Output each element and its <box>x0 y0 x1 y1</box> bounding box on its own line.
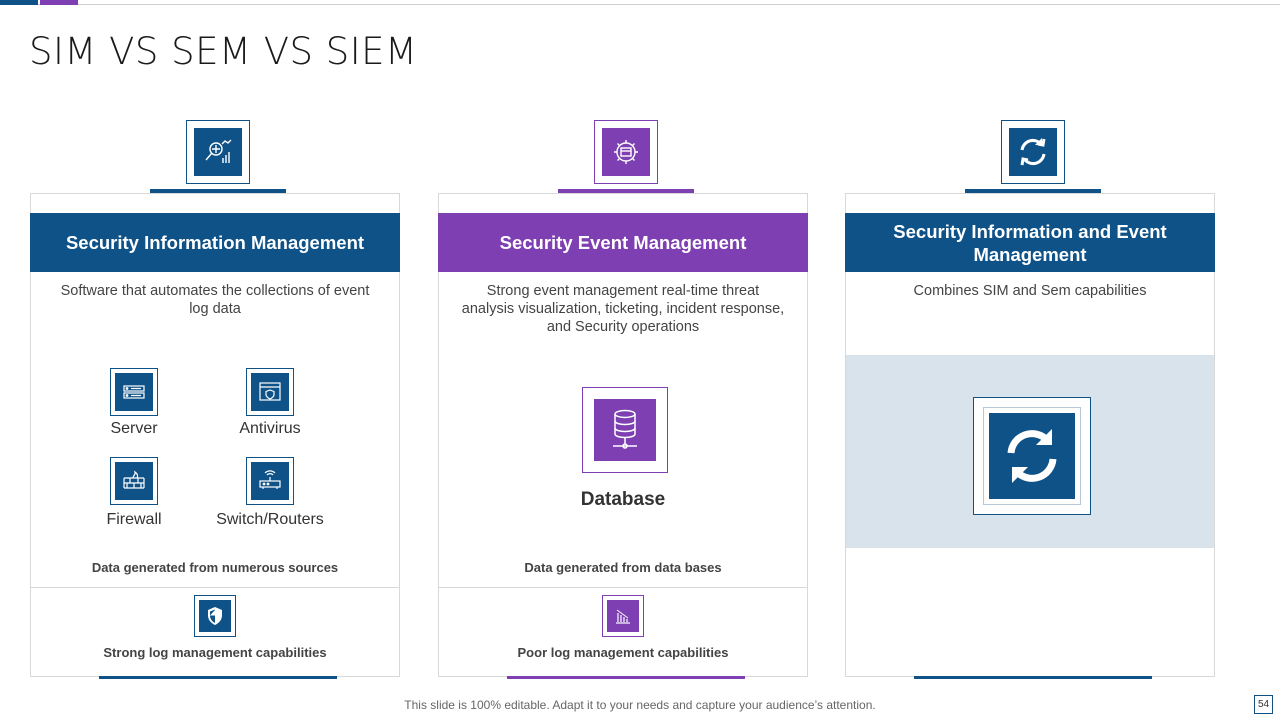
card-bottom-bar <box>507 676 745 679</box>
refresh-icon <box>973 397 1091 515</box>
data-source-note: Data generated from numerous sources <box>91 560 339 575</box>
slide-footer-note: This slide is 100% editable. Adapt it to your needs and capture your audience’s attention. <box>404 698 876 712</box>
siem-card <box>845 193 1215 677</box>
card-divider <box>31 587 399 588</box>
card-banner: Security Information Management <box>30 213 400 272</box>
antivirus-icon <box>246 368 294 416</box>
source-label: Antivirus <box>239 420 301 437</box>
log-capability-text: Poor log management capabilities <box>517 645 729 660</box>
source-label: Firewall <box>106 511 162 528</box>
card-banner: Security Information and Event Management <box>845 213 1215 272</box>
card-banner: Security Event Management <box>438 213 808 272</box>
shield-icon <box>194 595 236 637</box>
analytics-search-icon <box>186 120 250 184</box>
card-description: Combines SIM and Sem capabilities <box>913 283 1147 299</box>
card-divider <box>439 587 807 588</box>
card-bottom-bar <box>914 676 1152 679</box>
refresh-icon <box>1001 120 1065 184</box>
source-label: Server <box>110 420 158 437</box>
slide-title: SIM VS SEM VS SIEM <box>29 30 418 73</box>
card-bottom-bar <box>99 676 337 679</box>
log-capability-text: Strong log management capabilities <box>103 645 327 660</box>
declining-chart-icon <box>602 595 644 637</box>
data-source-note: Data generated from data bases <box>524 560 722 575</box>
database-label: Database <box>580 489 666 510</box>
siem-highlight-panel <box>846 355 1214 548</box>
firewall-icon <box>110 457 158 505</box>
sem-card <box>438 193 808 677</box>
gear-icon <box>594 120 658 184</box>
sim-card <box>30 193 400 677</box>
card-description: Software that automates the collections of event log data <box>60 283 370 317</box>
page-number: 54 <box>1254 695 1273 714</box>
top-accent-purple <box>40 0 78 5</box>
top-accent-blue <box>0 0 38 5</box>
source-label: Switch/Routers <box>216 511 324 528</box>
database-icon <box>582 387 668 473</box>
router-icon <box>246 457 294 505</box>
card-description: Strong event management real-time threat analysis visualization, ticketing, incident response, and Security operations <box>461 283 785 335</box>
top-rule <box>0 4 1280 5</box>
server-icon <box>110 368 158 416</box>
